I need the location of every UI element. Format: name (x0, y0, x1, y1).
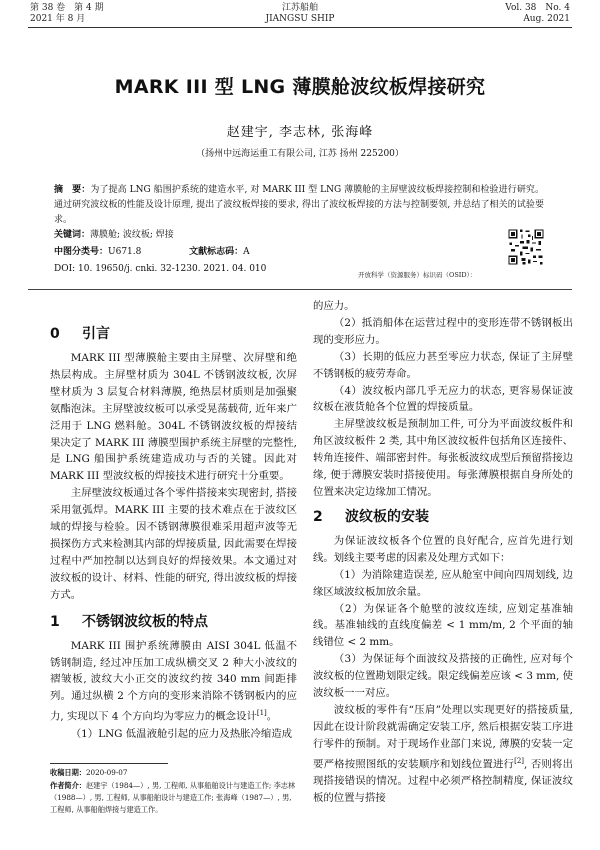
doc-code-value: A (243, 247, 250, 257)
paragraph: 主屏壁波纹板通过各个零件搭接来实现密封, 搭接采用氩弧焊。MARK III 主要的技术难点在于波纹区域的焊接与检验。因不锈钢薄膜很难采用超声波等无损探伤方式来检测其内部的焊接质量, 因此需要在焊接过程中严加控制以达到良好的焊接效果。本文通过对波纹板的设计、材料、性能的研究, 得出波纹板的焊接方式。 (50, 487, 297, 601)
abstract-label: 摘 要： (54, 185, 91, 195)
paragraph-end: 。 (266, 710, 278, 723)
paper-authors: 赵建宇, 李志林, 张海峰 (226, 125, 374, 140)
paragraph (50, 638, 297, 726)
paragraph (313, 702, 573, 807)
abstract (54, 183, 544, 228)
header-rule (28, 27, 572, 28)
journal-volume-issue-en (505, 3, 570, 25)
paragraph: （3）为保证每个面波纹及搭接的正确性, 应对每个波纹板的位置勘划限定线。限定线偏差应该 < 3 mm, 使波纹板一一对应。 (313, 653, 573, 700)
received-value: 2020-09-07 (85, 768, 128, 777)
section-title: 不锈钢波纹板的特点 (82, 613, 208, 630)
section-heading-1 (50, 614, 297, 630)
header-left-line2: 2021 年 8 月 (30, 14, 86, 24)
clc-label: 中图分类号： (54, 247, 109, 257)
received-date (50, 767, 300, 779)
received-label: 收稿日期： (50, 768, 86, 777)
paragraph-text: 波纹板的零件有“压肩”处理以实现更好的搭接质量, 因此在设计阶段就需确定安装工序, 然后根据安装工序进行零件的预制。对于现场作业部门来说, 薄膜的安装一定要严格按照图纸的安装顺序和划线位置进行 (313, 703, 573, 771)
left-column (50, 326, 297, 743)
section-title: 引言 (82, 326, 110, 342)
doi: DOI: 10. 19650/j. cnki. 32-1230. 2021. 04. 010 (54, 264, 267, 274)
section-number: 0 (50, 326, 60, 342)
paragraph: （1）LNG 低温液舱引起的应力及热胀冷缩造成 (70, 727, 293, 740)
section-heading-2 (313, 509, 573, 525)
paragraph-text: MARK III 围护系统薄膜由 AISI 304L 低温不锈钢制造, 经过冲压加工成纵横交叉 2 种大小波纹的褶皱板, 波纹大小正交的波纹约按 340 mm 间距排列。通过纵横 2 个方向的变形来消除不锈钢板内的应力, 实现以下 4 个方向均为零应力的概念设计 (50, 639, 297, 723)
paragraph: MARK III 型薄膜舱主要由主屏壁、次屏壁和绝热层构成。主屏壁材质为 304L 不锈钢波纹板, 次屏壁材质为 3 层复合材料薄膜, 绝热层材质则是加强聚氨酯泡沫。主屏壁波纹板可以承受晃荡载荷, 近年来广泛用于 LNG 燃料舱。304L 不锈钢波纹板的焊接结果决定了 MARK III 薄膜型围护系统主屏壁的完整性, 是 LNG 船围护系统建造成功与否的关键。因此对 MARK III 型波纹板的焊接技术进行研究十分重要。 (50, 352, 297, 483)
osid-qr-code-icon (507, 228, 545, 266)
abstract-text: 为了提高 LNG 船围护系统的建造水平, 对 MARK III 型 LNG 薄膜舱的主屏壁波纹板焊接控制和检验进行研究。通过研究波纹板的性能及设计原理, 提出了波纹板焊接的要求, 得出了波纹板焊接的方法与控制要领, 并总结了相关的试验要求。 (54, 185, 544, 225)
section-heading-0 (50, 326, 297, 342)
paragraph-end: , 否则将出现搭接错误的情况。过程中必须严格控制精度, 保证波纹板的位置与搭接 (313, 758, 573, 804)
paragraph: 的应力。 (313, 300, 355, 312)
classification-line (54, 246, 250, 259)
bio-label: 作者简介： (50, 781, 86, 790)
section-title: 波纹板的安装 (345, 508, 429, 525)
author-affiliation: （扬州中远海运重工有限公司, 江苏 扬州 225200） (196, 149, 404, 159)
header-center-line2: JIANGSU SHIP (265, 14, 335, 24)
header-right-line2: Aug. 2021 (523, 14, 570, 24)
section-number: 1 (50, 613, 60, 630)
clc-value: U671.8 (108, 247, 142, 257)
keywords-text: 薄膜舱; 波纹板; 焊接 (90, 230, 174, 240)
footnote-rule (50, 763, 168, 764)
paragraph: （4）波纹板内部几乎无应力的状态, 更容易保证波纹板在液货舱各个位置的焊接质量。 (313, 384, 573, 414)
right-column (313, 298, 573, 807)
keywords (54, 229, 174, 242)
doc-code-label: 文献标志码： (189, 247, 244, 257)
paragraph: （2）为保证各个舱壁的波纹连续, 应划定基准轴线。基准轴线的直线度偏差 < 1 mm/m, 2 个平面的轴线错位 < 2 mm。 (313, 602, 573, 649)
paragraph: 主屏壁波纹板是预制加工件, 可分为平面波纹板件和角区波纹板件 2 类, 其中角区波纹板件包括角区连接件、转角连接件、端部密封件。每张板波纹成型后预留搭接边缘, 便于薄膜安装时搭接使用。每张薄膜根据自身所处的位置来决定边缘加工情况。 (313, 418, 573, 498)
abstract-rule (28, 289, 572, 290)
paragraph: （1）为消除建造误差, 应从舱室中间向四周划线, 边缘区域波纹板加放余量。 (313, 568, 573, 598)
keywords-label: 关键词： (54, 230, 91, 240)
paragraph: （2）抵消船体在运营过程中的变形连带不锈钢板出现的变形应力。 (313, 316, 573, 346)
author-bio (50, 780, 300, 816)
header-right-line1: Vol. 38 No. 4 (505, 3, 570, 13)
osid-label: 开放科学（资源服务）标识码（OSID）： (358, 271, 477, 279)
paper-title: MARK III 型 LNG 薄膜舱波纹板焊接研究 (114, 76, 486, 98)
header-left-line1: 第 38 卷 第 4 期 (30, 3, 104, 13)
header-center-line1: 江苏船舶 (281, 3, 318, 13)
section-number: 2 (313, 508, 323, 525)
bio-text: 赵建宇（1984—）, 男, 工程师, 从事船舶设计与建造工作; 李志林（1988—）, 男, 工程师, 从事船舶设计与建造工作; 张海峰（1987—）, 男, 工程师, 从事船舶焊接与建造工作。 (50, 781, 296, 814)
citation-ref[interactable]: [1] (256, 709, 267, 718)
citation-ref[interactable]: [2] (514, 756, 525, 765)
paragraph: 为保证波纹板各个位置的良好配合, 应首先进行划线。划线主要考虑的因素及处理方式如下： (313, 534, 573, 564)
paragraph: （3）长期的低应力甚至零应力状态, 保证了主屏壁不锈钢板的疲劳寿命。 (313, 350, 573, 380)
